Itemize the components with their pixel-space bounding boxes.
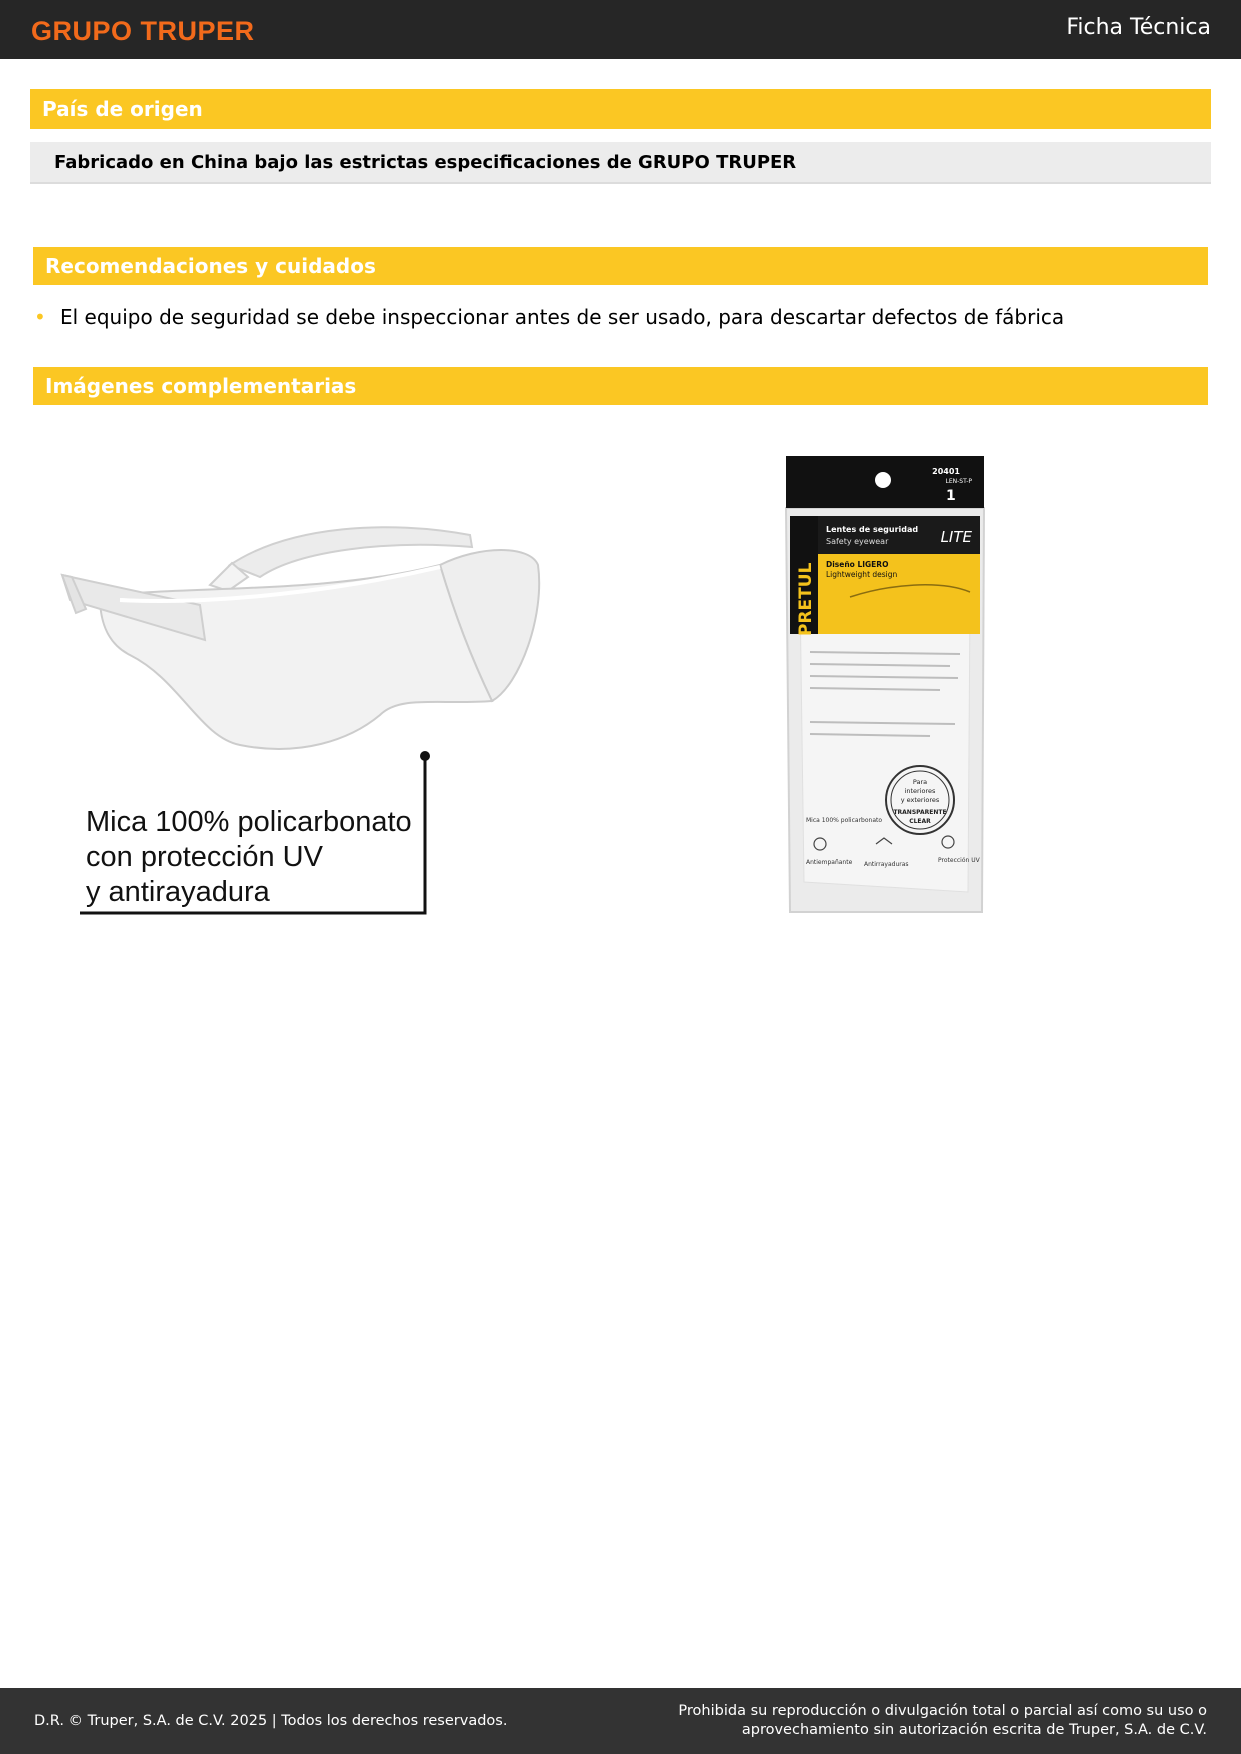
legal-notice-line-1: Prohibida su reproducción o divulgación total o parcial así como su uso o bbox=[678, 1703, 1207, 1719]
feature-4: Protección UV bbox=[938, 857, 980, 864]
legal-notice-line-2: aprovechamiento sin autorización escrita de Truper, S.A. de C.V. bbox=[741, 1722, 1207, 1738]
origin-text bbox=[30, 142, 1211, 184]
package-line: LITE bbox=[940, 528, 972, 546]
footer bbox=[0, 1688, 1241, 1754]
header-bar bbox=[0, 0, 1241, 59]
glasses-illustration bbox=[62, 527, 539, 749]
package-title-en: Safety eyewear bbox=[826, 537, 889, 546]
hang-hole-icon bbox=[875, 472, 891, 488]
package-design-en: Lightweight design bbox=[826, 570, 898, 579]
document-title: Ficha Técnica bbox=[1066, 15, 1211, 40]
package-title-es: Lentes de seguridad bbox=[826, 525, 919, 534]
package-brand: PRETUL bbox=[796, 562, 816, 636]
brand-logo: GRUPO TRUPER bbox=[31, 16, 255, 46]
section-heading-origin: País de origen bbox=[30, 89, 1211, 129]
feature-3: Antirrayaduras bbox=[864, 861, 909, 868]
callout-line-1: Mica 100% policarbonato bbox=[86, 806, 412, 838]
origin-text-label: Fabricado en China bajo las estrictas especificaciones de GRUPO TRUPER bbox=[54, 151, 797, 173]
list-item bbox=[34, 305, 1064, 329]
package-code: 20401 bbox=[932, 467, 960, 476]
seal-line-2: interiores bbox=[904, 787, 936, 795]
callout-line-2: con protección UV bbox=[86, 841, 323, 873]
product-package-image bbox=[780, 452, 990, 918]
seal-line-3: y exteriores bbox=[900, 796, 940, 804]
copyright-text: D.R. © Truper, S.A. de C.V. 2025 | Todos los derechos reservados. bbox=[34, 1713, 508, 1729]
package-quantity: 1 bbox=[946, 488, 956, 504]
bullet-icon: • bbox=[34, 305, 46, 329]
safety-glasses-image bbox=[60, 505, 550, 915]
package-design-es: Diseño LIGERO bbox=[826, 560, 889, 569]
package-sku: LEN-ST-P bbox=[945, 478, 972, 485]
seal-line-5: CLEAR bbox=[909, 818, 931, 825]
recommendation-text: El equipo de seguridad se debe inspeccionar antes de ser usado, para descartar defectos de fábrica bbox=[60, 305, 1065, 329]
feature-1: Mica 100% policarbonato bbox=[806, 817, 883, 824]
section-heading-recommendations: Recomendaciones y cuidados bbox=[33, 247, 1208, 285]
callout-line-3: y antirayadura bbox=[86, 876, 270, 908]
seal-line-4: TRANSPARENTE bbox=[893, 809, 947, 816]
seal-line-1: Para bbox=[912, 778, 928, 786]
legal-notice bbox=[678, 1702, 1207, 1740]
feature-2: Antiempañante bbox=[806, 859, 853, 866]
section-heading-images: Imágenes complementarias bbox=[33, 367, 1208, 405]
